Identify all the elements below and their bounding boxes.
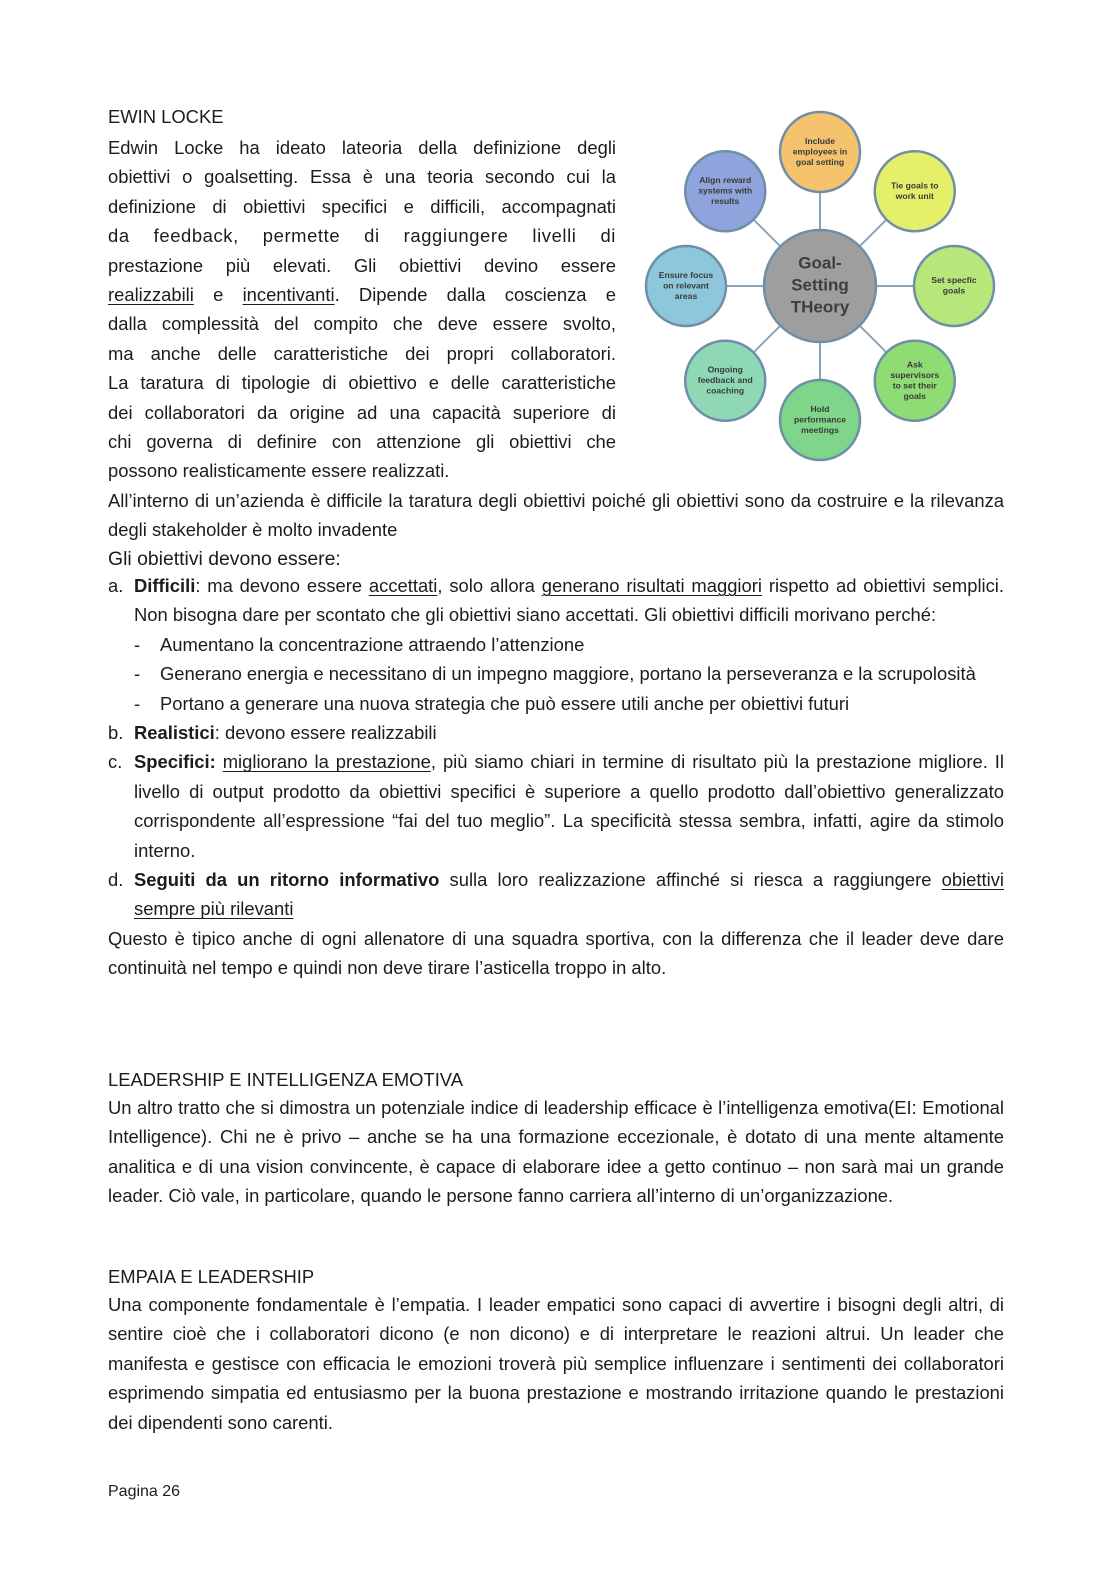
diagram-node-label: Ensure focus (658, 269, 714, 280)
diagram-node-label: areas (674, 290, 698, 301)
text-run: rispetto ad obiettivi semplici. Non bisogna dare per scontato che gli obiettivi siano accettati. Gli obiettivi difficili morivano perché: (134, 575, 1005, 626)
text-run: . Dipende dalla coscienza e (334, 284, 616, 306)
diagram-node-label: feedback and (697, 375, 753, 386)
paragraph-allenatore: Questo è tipico anche di ogni allenatore di una squadra sportiva, con la differenza che il leader deve dare continuità nel tempo e quindi non deve tirare l’asticella troppo in alto. (108, 927, 1004, 979)
dash-marker: - (134, 633, 141, 655)
diagram-node-label: Ongoing (707, 364, 743, 375)
diagram-node (875, 151, 955, 231)
diagram-connector (754, 220, 781, 247)
text-run (216, 751, 223, 772)
diagram-node (685, 341, 765, 421)
diagram-node-label: on relevant (663, 280, 709, 291)
diagram-node (685, 151, 765, 231)
diagram-node-label: Include (804, 135, 836, 146)
paragraph-ei: Un altro tratto che si dimostra un potenziale indice di leadership efficace è l’intelligenza emotiva(EI: Emotional Intelligence). Chi ne è privo – anche se ha una formazione eccezionale, è dotato di una mente altamente analitica e di una vision convincente, è capace di elaborare idee a getto continuo – non sarà mai un grande leader. Ciò vale, in particolare, quando le persone fanno carriera all’interno di un’organizzazione. (108, 1097, 1004, 1207)
locke-intro (108, 133, 616, 486)
list-item-realistici (108, 718, 1004, 747)
diagram-connector (860, 326, 887, 353)
intro-line: Edwin Locke ha ideato lateoria della definizione degli (108, 137, 616, 158)
diagram-node-label: coaching (706, 385, 745, 396)
list-item-term: Seguiti da un ritorno informativo (134, 869, 440, 891)
dash-marker: - (134, 692, 141, 714)
text-run: : devono essere realizzabili (214, 722, 437, 744)
list-marker: c. (108, 751, 123, 773)
diagram-node-label: goal setting (795, 156, 845, 167)
intro-line: chi governa di definire con attenzione gli obiettivi che (108, 431, 616, 453)
intro-line: possono realisticamente essere realizzati. (108, 460, 450, 482)
diagram-node-label: results (711, 196, 740, 207)
diagram-node (646, 246, 726, 326)
underlined-term: obiettivi sempre più rilevanti (134, 869, 1004, 920)
underlined-term: accettati (368, 575, 438, 596)
diagram-center-label: THeory (790, 297, 850, 317)
diagram-connector (754, 326, 781, 353)
underlined-term: realizzabili (108, 284, 194, 306)
list-marker: a. (108, 575, 124, 596)
text-run: , più siamo chiari in termine di risultato più la prestazione migliore. Il livello di output prodotto da obiettivi specifici è superiore a quello prodotto dall’obiettivo generalizzato corrispondente all’espressione “fai del tuo meglio”. La specificità stessa sembra, infatti, agire da stimolo interno. (134, 751, 1004, 861)
diagram-node-label: performance (793, 414, 847, 425)
underlined-term: incentivanti (242, 284, 335, 306)
list-intro: Gli obiettivi devono essere: (108, 548, 341, 570)
intro-line: prestazione più elevati. Gli obiettivi devino essere (108, 254, 616, 276)
diagram-node-label: supervisors (890, 369, 940, 380)
diagram-node-label: to set their (892, 380, 937, 391)
diagram-node (780, 380, 860, 460)
intro-line (108, 280, 616, 309)
text-run: e (193, 284, 243, 306)
intro-line: ma anche delle caratteristiche dei propri collaboratori. (108, 342, 616, 364)
list-marker: d. (108, 869, 124, 891)
sub-list-item (108, 689, 1004, 718)
intro-line: dalla complessità del compito che deve essere svolto, (108, 313, 616, 335)
diagram-node-label: systems with (698, 185, 753, 196)
sub-list-item (108, 659, 1004, 688)
sub-list-text: Portano a generare una nuova strategia che può essere utili anche per obiettivi futuri (160, 692, 850, 714)
list-item-term: Specifici: (134, 751, 216, 773)
intro-line: definizione di obiettivi specifici e difficili, accompagnati (108, 195, 616, 217)
list-marker: b. (108, 722, 124, 744)
diagram-node-label: goals (903, 390, 926, 401)
dash-marker: - (134, 663, 141, 685)
diagram-node (914, 246, 994, 326)
diagram-node-label: work unit (895, 190, 934, 201)
list-item-feedback (108, 865, 1004, 924)
goal-requirements-list (108, 571, 1004, 983)
sub-list-text: Generano energia e necessitano di un impegno maggiore, portano la perseveranza e la scrupolosità (160, 663, 976, 685)
section-title-ei: LEADERSHIP E INTELLIGENZA EMOTIVA (108, 1069, 463, 1090)
text-run: , solo allora (437, 575, 542, 596)
sub-list-text: Aumentano la concentrazione attraendo l’attenzione (160, 633, 585, 655)
list-item-difficili (108, 571, 1004, 630)
section-title-empathy: EMPAIA E LEADERSHIP (108, 1266, 315, 1287)
intro-line: da feedback, permette di raggiungere livelli di (108, 225, 616, 247)
diagram-node-label: Align reward (699, 175, 752, 186)
diagram-node-label: Ask (906, 359, 923, 370)
list-item-specifici (108, 747, 1004, 865)
text-run: sulla loro realizzazione affinché si riesca a raggiungere (439, 869, 942, 891)
intro-line: La taratura di tipologie di obiettivo e delle caratteristiche (108, 372, 616, 394)
diagram-node-label: goals (942, 285, 966, 296)
underlined-term: generano risultati maggiori (541, 575, 762, 596)
text-run: : ma devono essere (195, 575, 369, 596)
diagram-center-label: Goal- (798, 253, 842, 273)
paragraph-taratura: All’interno di un’azienda è difficile la taratura degli obiettivi poiché gli obiettivi sono da costruire e la rilevanza degli stakeholder è molto invadente (108, 490, 1004, 541)
diagram-node-label: Tie goals to (890, 180, 939, 191)
paragraph-empathy: Una componente fondamentale è l’empatia. I leader empatici sono capaci di avvertire i bisogni degli altri, di sentire cioè che i collaboratori dicono (e non dicono) e di interpretare le reazioni altrui. Un leader che manifesta e gestisce con efficacia le emozioni troverà più semplice influenzare i sentimenti dei collaboratori esprimendo simpatia ed entusiasmo per la buona prestazione e mostrando irritazione quando le prestazioni dei dipendenti sono carenti. (108, 1294, 1004, 1433)
page-number: Pagina 26 (108, 1483, 181, 1500)
section-title-locke: EWIN LOCKE (108, 106, 224, 127)
diagram-node-label: meetings (801, 424, 839, 435)
diagram-node (780, 112, 860, 192)
intro-line: obiettivi o goalsetting. Essa è una teoria secondo cui la (108, 166, 616, 188)
list-item-term: Difficili (134, 575, 196, 596)
underlined-term: migliorano la prestazione (222, 751, 431, 773)
list-item-term: Realistici (134, 722, 215, 744)
diagram-node (875, 341, 955, 421)
diagram-connector (860, 220, 887, 247)
intro-line: dei collaboratori da origine ad una capacità superiore di (108, 401, 616, 423)
goal-setting-diagram (640, 108, 1000, 468)
diagram-center-label: Setting (791, 275, 849, 295)
diagram-node-label: employees in (792, 146, 848, 157)
diagram-node-label: Set specfic (931, 275, 977, 286)
diagram-node-label: Hold (810, 403, 830, 414)
sub-list-item (108, 630, 1004, 659)
diagram-center (764, 230, 876, 342)
